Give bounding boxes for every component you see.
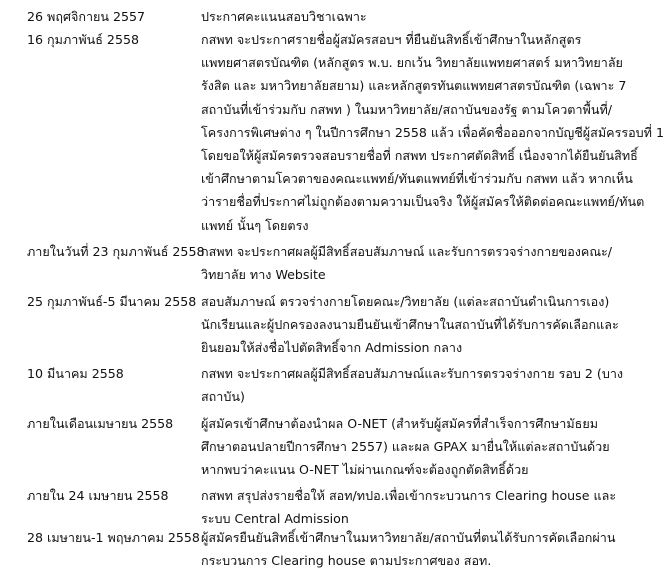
description-line: เข้าศึกษาตามโควตาของคณะแพทย์/ทันตแพทย์ที่เข้าร่วมกับ กสพท แล้ว หากเห็น <box>201 171 633 187</box>
description-line: ผู้สมัครยืนยันสิทธิ์เข้าศึกษาในมหาวิทยาลัย/สถาบันที่ตนได้รับการคัดเลือกผ่าน <box>201 530 616 545</box>
description-line: กระบวนการ Clearing house ตามประกาศของ สอท. <box>201 553 492 569</box>
schedule-description <box>201 5 613 28</box>
description-line: นักเรียนและผู้ปกครองลงนามยืนยันเข้าศึกษาในสถาบันที่ได้รับการคัดเลือกและ <box>201 317 619 333</box>
schedule-date: ภายใน 24 เมษายน 2558 <box>27 488 169 503</box>
description-line: แพทยศาสตรบัณฑิต (หลักสูตร พ.บ. ยกเว้น วิทยาลัยแพทยศาสตร์ มหาวิทยาลัย <box>201 55 623 71</box>
description-line: ผู้สมัครเข้าศึกษาต้องนำผล O-NET (สำหรับผู้สมัครที่สำเร็จการศึกษามัธยม <box>201 416 599 431</box>
description-line: แพทย์ นั้นๆ โดยตรง <box>201 217 309 233</box>
description-line: สอบสัมภาษณ์ ตรวจร่างกายโดยคณะ/วิทยาลัย (แต่ละสถาบันดำเนินการเอง) <box>201 294 610 309</box>
schedule-description <box>201 484 617 530</box>
description-line: รังสิต และ มหาวิทยาลัยสยาม) และหลักสูตรทันตแพทยศาสตรบัณฑิต (เฉพาะ 7 <box>201 78 627 94</box>
schedule-date: 26 พฤศจิกายน 2557 <box>27 9 146 24</box>
description-line: กสพท จะประกาศผลผู้มีสิทธิ์สอบสัมภาษณ์และรับการตรวจร่างกาย รอบ 2 (บาง <box>201 366 624 381</box>
schedule-description <box>201 28 664 237</box>
description-line: ศึกษาตอนปลายปีการศึกษา 2557) และผล GPAX มายื่นให้แต่ละสถาบันด้วย <box>201 439 610 455</box>
description-line: กสพท จะประกาศผลผู้มีสิทธิ์สอบสัมภาษณ์ และรับการตรวจร่างกายของคณะ/ <box>201 244 613 259</box>
description-line: ยินยอมให้ส่งชื่อไปตัดสิทธิ์จาก Admission กลาง <box>201 340 463 356</box>
description-line: ระบบ Central Admission <box>201 511 349 527</box>
description-line: กสพท สรุปส่งรายชื่อให้ สอท/ทปอ.เพื่อเข้ากระบวนการ Clearing house และ <box>201 488 617 503</box>
description-line: โดยขอให้ผู้สมัครตรวจสอบรายชื่อที่ กสพท ประกาศตัดสิทธิ์ เนื่องจากได้ยืนยันสิทธิ์ <box>201 148 638 164</box>
schedule-description <box>201 526 616 572</box>
schedule-date: 10 มีนาคม 2558 <box>27 366 124 381</box>
schedule-description <box>201 412 613 482</box>
description-line: หากพบว่าคะแนน O-NET ไม่ผ่านเกณฑ์จะต้องถูกตัดสิทธิ์ด้วย <box>201 462 529 478</box>
schedule-description <box>201 240 613 286</box>
schedule-date: 16 กุมภาพันธ์ 2558 <box>27 32 139 47</box>
schedule-description <box>201 290 619 360</box>
schedule-date: ภายในวันที่ 23 กุมภาพันธ์ 2558 <box>27 244 205 259</box>
description-line: ว่ารายชื่อที่ประกาศไม่ถูกต้องตามความเป็นจริง ให้ผู้สมัครให้ติดต่อคณะแพทย์/ทันต <box>201 194 645 210</box>
schedule-description <box>201 362 624 408</box>
description-line: วิทยาลัย ทาง Website <box>201 267 326 283</box>
description-line: สถาบันที่เข้าร่วมกับ กสพท ) ในมหาวิทยาลัย/สถาบันของรัฐ ตามโควตาพื้นที่/ <box>201 101 613 117</box>
schedule-date: ภายในเดือนเมษายน 2558 <box>27 416 174 431</box>
description-line: สถาบัน) <box>201 389 245 405</box>
schedule-date: 28 เมษายน-1 พฤษภาคม 2558 <box>27 530 200 545</box>
schedule-date: 25 กุมภาพันธ์-5 มีนาคม 2558 <box>27 294 197 309</box>
description-line: กสพท จะประกาศรายชื่อผู้สมัครสอบฯ ที่ยืนยันสิทธิ์เข้าศึกษาในหลักสูตร <box>201 32 582 47</box>
description-line: ประกาศคะแนนสอบวิชาเฉพาะ <box>201 9 367 24</box>
description-line: โครงการพิเศษต่าง ๆ ในปีการศึกษา 2558 แล้ว เพื่อคัดชื่อออกจากบัญชีผู้สมัครรอบที่ 1 <box>201 124 664 140</box>
